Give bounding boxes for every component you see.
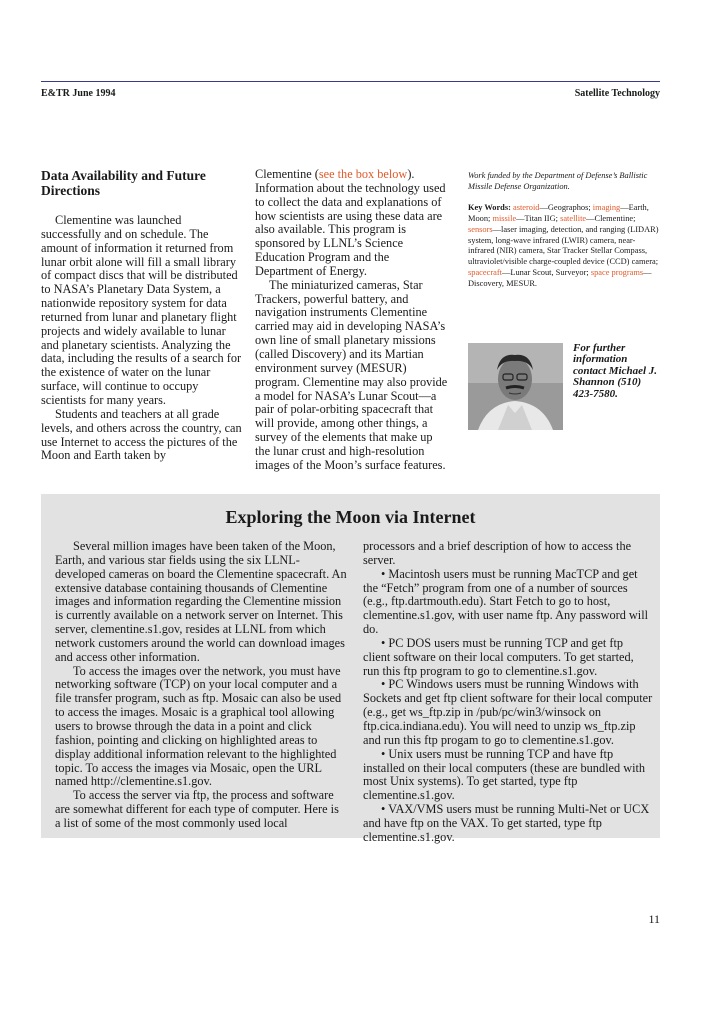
header-rule [41, 81, 660, 82]
keyword-link[interactable]: missile [492, 213, 517, 223]
keyword-link[interactable]: spacecraft [468, 268, 502, 278]
paragraph-lead: Clementine ( [255, 167, 319, 181]
article-column-1 [41, 168, 242, 463]
running-header-right: Satellite Technology [574, 88, 660, 99]
list-item: • VAX/VMS users must be running Multi-Net or UCX and have ftp on the VAX. To get started, type ftp clementine.s1.gov. [363, 802, 650, 844]
list-item: • PC Windows users must be running Windows with Sockets and get ftp client software for their local computer (e.g., get ws_ftp.zip in /pub/pc/win3/winsock on ftp.cica.indiana.edu). You will need to unzip ws_ftp.zip and run this ftp progam to go to clementine.s1.gov. [363, 677, 653, 747]
keyword-text: —Discovery, MESUR. [468, 268, 652, 289]
keyword-link[interactable]: space programs [590, 268, 644, 278]
running-header-left: E&TR June 1994 [41, 88, 116, 99]
list-item: • PC DOS users must be running TCP and get ftp client software on their local computers. To get started, run this ftp program to go to clementine.s1.gov. [363, 635, 634, 678]
sidebar-box [41, 494, 660, 844]
funding-note: Work funded by the Department of Defense’s Ballistic Missile Defense Organization. [468, 171, 648, 191]
paragraph: To access the images over the network, you must have networking software (TCP) on your local computer and a file transfer program, such as ftp. Mosaic can also be used to access the images. Mosaic is a graphical tool allowing users to browse through the data in a point and click fashion, pointing and clicking on highlighted areas to display additional information relevant to the highlighted topic. To access the images via Mosaic, open the URL named http://clementine.s1.gov. [55, 663, 342, 789]
keyword-text: —Geographos; [539, 202, 591, 212]
paragraph: To access the server via ftp, the process and software are somewhat different for each type of computer. Here is a list of some of the most commonly used local [55, 788, 339, 830]
paragraph: processors and a brief description of how to access the server. [363, 539, 632, 567]
see-box-link[interactable]: see the box below [318, 167, 408, 181]
list-item: • Unix users must be running TCP and have ftp installed on their local computers (these are bundled with most Unix systems). To get started, type ftp clementine.s1.gov. [363, 746, 646, 803]
article-column-2 [255, 168, 450, 473]
list-item: • Macintosh users must be running MacTCP and get the “Fetch” program from one of a number of sources (e.g., ftp.dartmouth.edu). Start Fetch to go to host, clementine.s1.gov, with user name ftp. Any password will do. [363, 566, 649, 637]
page-number: 11 [648, 912, 660, 926]
paragraph-rest: ). Information about the technology used to collect the data and explanations of how scientists are using these data are also available. This program is sponsored by LLNL’s Science Education Program and the Department of Energy. [255, 167, 446, 278]
keyword-link[interactable]: satellite [560, 213, 587, 223]
key-words-label: Key Words: [468, 202, 511, 212]
contact-info: For further information contact Michael J. Shannon (510) 423-7580. [573, 342, 658, 400]
paragraph [255, 168, 450, 279]
paragraph: Students and teachers at all grade levels, and others across the country, can use Internet to access the pictures of the Moon and Earth taken by [41, 406, 242, 463]
keyword-link[interactable]: imaging [592, 202, 621, 212]
keyword-link[interactable]: asteroid [512, 202, 540, 212]
keyword-text: —Titan IIG; [516, 213, 558, 223]
paragraph: Several million images have been taken of the Moon, Earth, and various star fields using the six LLNL-developed cameras on board the Clementine spacecraft. An extensive database containing thousands of Clementine images and information regarding the Clementine mission is currently available on a network server on Internet. This server, clementine.s1.gov, resides at LLNL from which network customers around the world can download images and access other information. [55, 539, 347, 664]
keyword-text: —Earth, Moon; [468, 202, 649, 223]
box-column-1 [55, 540, 347, 831]
keyword-link[interactable]: sensors [468, 224, 493, 234]
paragraph: Clementine was launched successfully and on schedule. The amount of information it returned from lunar orbit alone will fill a small library of compact discs that will be distributed to NASA’s Planetary Data System, a nationwide repository system for data returned from lunar and planetary flight projects and widely available to lunar and planetary scientists. Analyzing the data, including the results of a search for the existence of water on the lunar surface, will continue to occupy scientists for many years. [41, 213, 242, 407]
paragraph: The miniaturized cameras, Star Trackers, powerful battery, and navigation instruments Clementine carried may aid in developing NASA’s own line of small planetary missions (called Discovery) and its Martian environment survey (MESUR) program. Clementine may also provide a model for NASA’s Lunar Scout—a pair of polar-orbiting spacecraft that will provide, among other things, a survey of the elements that make up the lunar crust and high-resolution images of the Moon’s surface features. [255, 277, 448, 472]
keyword-text: —laser imaging, detection, and ranging (LIDAR) system, long-wave infrared (LWIR) camera, near-infrared (NIR) camera, Star Tracker Stellar Compass, ultraviolet/visible charge-coupled device (CCD) camera; [468, 224, 659, 267]
key-words [468, 203, 660, 290]
box-column-2 [363, 540, 653, 845]
sidebar-notes [468, 171, 660, 290]
section-heading: Data Availability and Future Directions [41, 168, 206, 198]
keyword-text: —Clementine; [586, 213, 636, 223]
contact-photo [468, 343, 563, 430]
box-title: Exploring the Moon via Internet [225, 507, 476, 527]
keyword-text: —Lunar Scout, Surveyor; [501, 268, 589, 278]
